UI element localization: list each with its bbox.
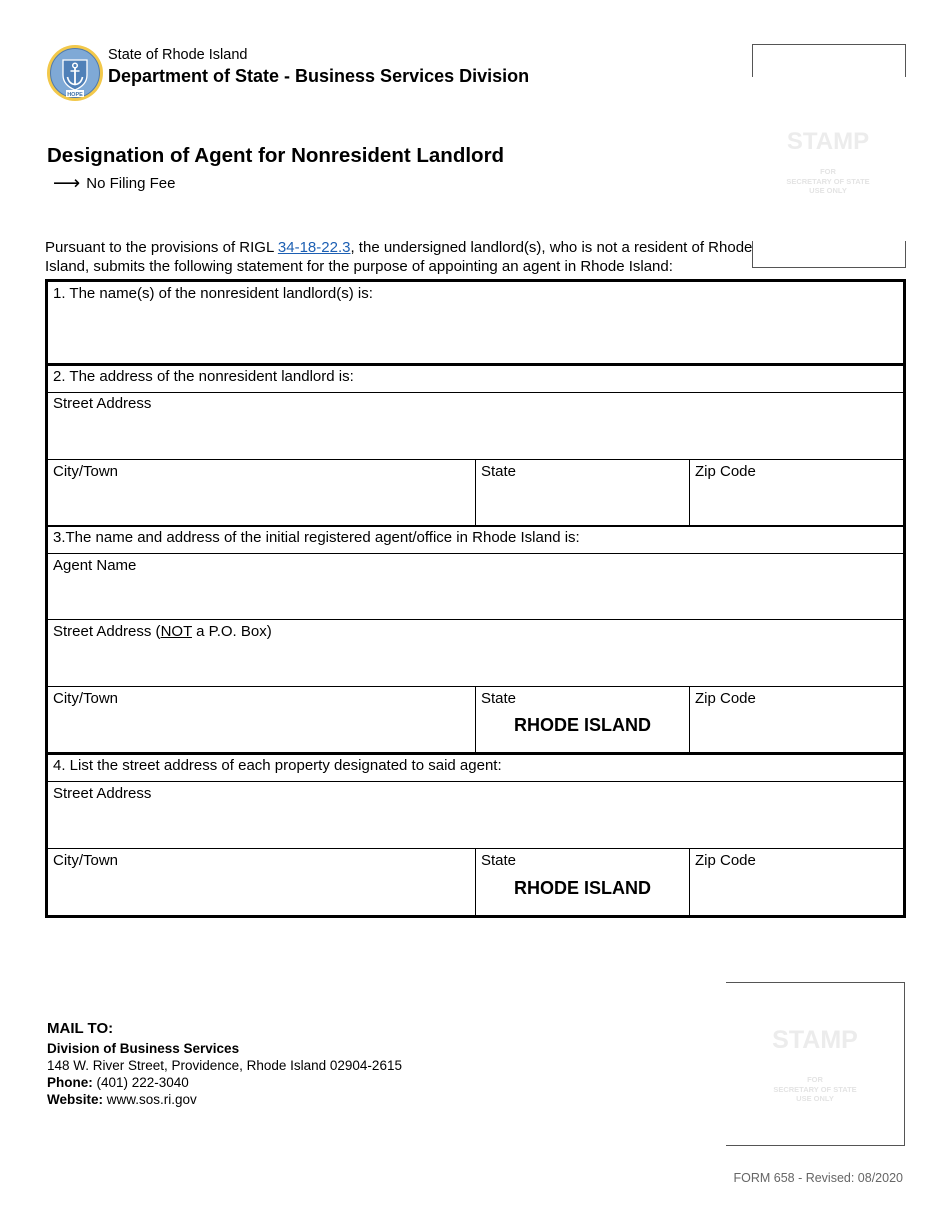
- form-table: [45, 279, 906, 918]
- stamp-note-line: USE ONLY: [809, 186, 847, 195]
- stamp-box-top: [752, 44, 906, 77]
- right-arrow-icon: ⟶: [53, 173, 81, 194]
- row-divider: [48, 752, 903, 755]
- row-divider: [48, 525, 903, 527]
- property-heading: 4. List the street address of each property designated to said agent:: [53, 757, 502, 774]
- property-zip-label: Zip Code: [695, 852, 756, 869]
- mail-to-block: [47, 1020, 402, 1108]
- stamp-label: STAMP: [786, 128, 870, 155]
- intro-text: Pursuant to the provisions of RIGL: [45, 239, 278, 256]
- property-state-value: RHODE ISLAND: [513, 878, 651, 898]
- landlord-address-heading: 2. The address of the nonresident landlord is:: [53, 368, 354, 385]
- mail-website: [47, 1091, 402, 1108]
- agency-subtitle: State of Rhode Island: [108, 47, 248, 63]
- stamp-note-line: USE ONLY: [796, 1094, 834, 1103]
- stamp-note: [752, 167, 904, 196]
- form-revision-footer: FORM 658 - Revised: 08/2020: [733, 1171, 903, 1185]
- filing-fee-label: No Filing Fee: [86, 175, 176, 192]
- website-value: www.sos.ri.gov: [103, 1092, 197, 1107]
- row-divider: [48, 781, 903, 782]
- column-divider: [475, 460, 476, 525]
- stamp-note-line: FOR: [820, 167, 836, 176]
- agency-title: Department of State - Business Services Division: [108, 66, 530, 86]
- property-city-label: City/Town: [53, 852, 119, 869]
- landlord-zip-label: Zip Code: [695, 463, 756, 480]
- landlord-city-label: City/Town: [53, 463, 119, 480]
- mail-to-heading: MAIL TO:: [47, 1020, 114, 1037]
- mail-phone: [47, 1074, 402, 1091]
- column-divider: [689, 849, 690, 915]
- stamp-note-line: SECRETARY OF STATE: [773, 1084, 857, 1094]
- landlord-street-label: Street Address: [53, 395, 152, 412]
- stamp-note-line: SECRETARY OF STATE: [786, 176, 870, 186]
- row-divider: [48, 363, 903, 366]
- agent-street-not: NOT: [160, 623, 192, 640]
- row-divider: [48, 553, 903, 554]
- agent-street-label: [53, 623, 272, 641]
- landlord-names-label: 1. The name(s) of the nonresident landlord(s) is:: [53, 285, 373, 302]
- column-divider: [689, 687, 690, 752]
- intro-paragraph: [45, 238, 755, 276]
- agent-name-label: Agent Name: [53, 557, 137, 574]
- row-divider: [48, 619, 903, 620]
- phone-label: Phone:: [47, 1075, 93, 1090]
- stamp-box-lower: [726, 982, 905, 1146]
- column-divider: [689, 460, 690, 525]
- agent-street-label-text: Street Address (: [53, 623, 161, 640]
- stamp-note-line: FOR: [807, 1075, 823, 1084]
- phone-value: (401) 222-3040: [92, 1075, 189, 1090]
- agent-street-label-text: a P.O. Box): [191, 623, 272, 640]
- agent-state-label: State: [481, 690, 517, 707]
- filing-fee-note: [53, 171, 175, 194]
- agent-heading: 3.The name and address of the initial registered agent/office in Rhode Island is:: [53, 529, 580, 546]
- website-label: Website:: [47, 1092, 104, 1107]
- property-state-label: State: [481, 852, 517, 869]
- mail-division: Division of Business Services: [47, 1041, 240, 1056]
- stamp-box-bottom: [752, 241, 906, 268]
- stamp-label-lower: STAMP: [772, 1026, 858, 1054]
- seal-text: HOPE: [67, 92, 83, 98]
- mail-address: 148 W. River Street, Providence, Rhode Island 02904-2615: [47, 1058, 402, 1073]
- property-street-label: Street Address: [53, 785, 152, 802]
- stamp-note-lower: [726, 1075, 904, 1104]
- state-seal-icon: [46, 44, 104, 102]
- landlord-state-label: State: [481, 463, 517, 480]
- rigl-link[interactable]: 34-18-22.3: [277, 239, 351, 256]
- form-title: Designation of Agent for Nonresident Landlord: [47, 144, 505, 167]
- agent-state-value: RHODE ISLAND: [513, 715, 651, 735]
- agent-zip-label: Zip Code: [695, 690, 756, 707]
- agent-city-label: City/Town: [53, 690, 119, 707]
- intro-text: , the undersigned landlord(s), who is not a resident of Rhode Island, submits the following statement for the purpose of appointing an agent in Rhode Island:: [45, 239, 753, 275]
- row-divider: [48, 392, 903, 393]
